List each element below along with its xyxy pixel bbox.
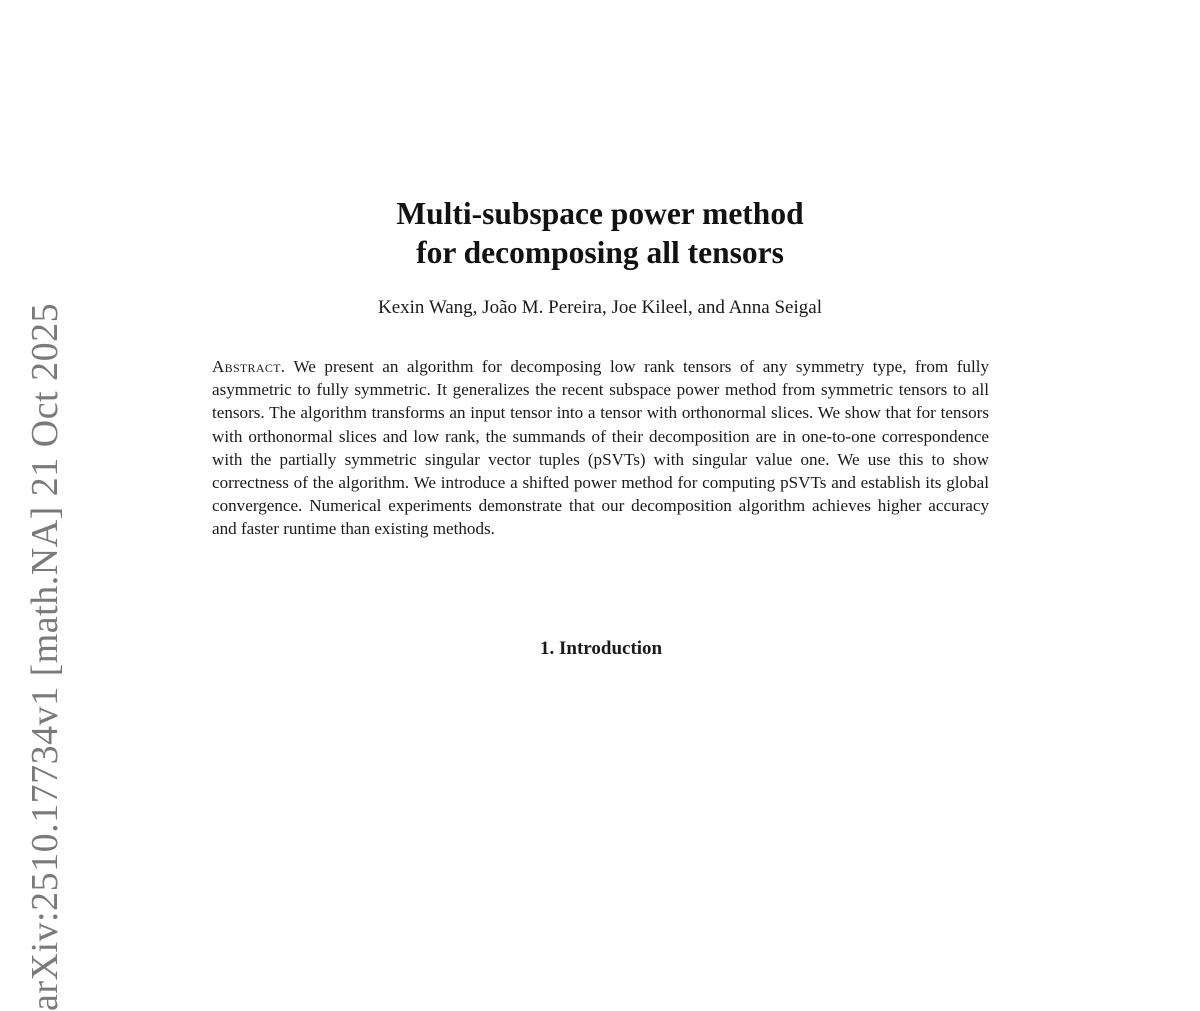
author-list: Kexin Wang, João M. Pereira, Joe Kileel, and Anna Seigal [378,297,822,318]
abstract-text: We present an algorithm for decomposing low rank tensors of any symmetry type, from fully asymmetric to fully symmetric. It generalizes the recent subspace power method from symmetric tensors to all tensors. The algorithm transforms an input tensor into a tensor with orthonormal slices. We show that for tensors with orthonormal slices and low rank, the summands of their decomposition are in one-to-one correspondence with the partially symmetric singular vector tuples (pSVTs) with singular value one. We use this to show correctness of the algorithm. We introduce a shifted power method for computing pSVTs and establish its global convergence. Numerical experiments demonstrate that our decomposition algorithm achieves higher accuracy and faster runtime than existing methods. [212,357,989,539]
paper-title [0,194,1200,272]
abstract-label: Abstract. [212,357,286,376]
arxiv-side-stamp [22,0,68,1011]
title-line-1: Multi-subspace power method [396,196,804,231]
title-line-2: for decomposing all tensors [416,235,784,270]
section-heading-introduction: 1. Introduction [540,638,663,659]
arxiv-identifier: arXiv:2510.17734v1 [math.NA] 21 Oct 2025 [24,302,66,1011]
abstract [212,355,989,541]
